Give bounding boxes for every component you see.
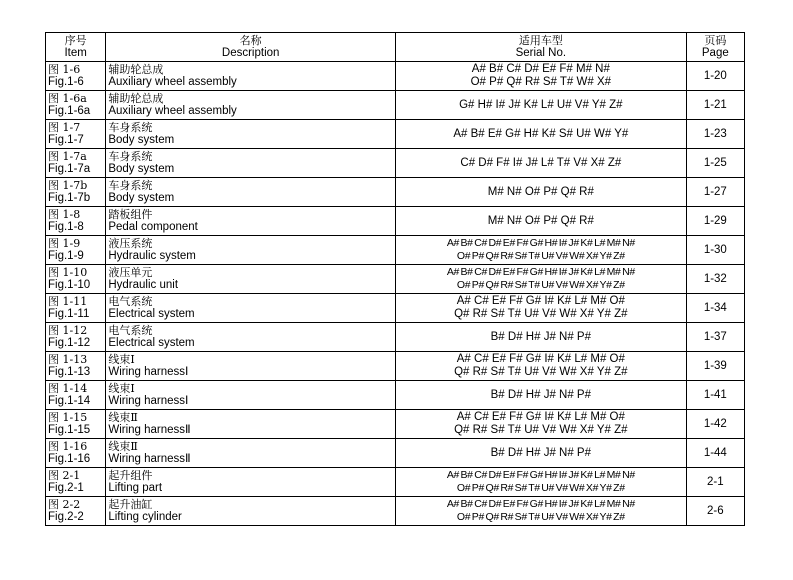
item-cell <box>46 62 106 91</box>
header-item-cn: 序号 <box>64 34 87 47</box>
serial-cell <box>396 294 687 323</box>
description-cn: 踏板组件 <box>108 208 153 221</box>
description-en: Electrical system <box>108 308 195 320</box>
description-en: Wiring harnessⅡ <box>108 453 191 465</box>
item-number-cn: 图 1-16 <box>48 440 88 453</box>
page-number: 1-23 <box>686 120 744 149</box>
item-number-cn: 图 1-13 <box>48 353 88 366</box>
description-cn: 起升组件 <box>108 469 153 482</box>
item-number-en: Fig.1-6 <box>48 76 84 88</box>
table-row <box>46 439 745 468</box>
description-cn: 车身系统 <box>108 179 153 192</box>
description-cn: 线束Ⅰ <box>108 382 135 395</box>
item-number-cn: 图 1-9 <box>48 237 81 250</box>
table-row <box>46 236 745 265</box>
description-en: Body system <box>108 192 175 204</box>
page-number: 1-42 <box>686 410 744 439</box>
description-en: Auxiliary wheel assembly <box>108 76 237 88</box>
description-en: Wiring harnessⅡ <box>108 424 191 436</box>
item-number-cn: 图 1-8 <box>48 208 81 221</box>
item-cell <box>46 120 106 149</box>
description-cell <box>106 236 396 265</box>
page-number: 1-21 <box>686 91 744 120</box>
table-header-row <box>46 33 745 62</box>
table-row <box>46 91 745 120</box>
page-number: 1-20 <box>686 62 744 91</box>
table-row <box>46 178 745 207</box>
table-row <box>46 410 745 439</box>
serial-line: Q# R# S# T# U# V# W# X# Y# Z# <box>454 366 628 378</box>
header-item-en: Item <box>64 47 87 59</box>
item-number-en: Fig.2-2 <box>48 511 84 523</box>
item-cell <box>46 352 106 381</box>
serial-line: A# C# E# F# G# I# K# L# M# O# <box>456 411 625 423</box>
description-cell <box>106 323 396 352</box>
item-cell <box>46 439 106 468</box>
serial-line: A# C# E# F# G# I# K# L# M# O# <box>456 353 625 365</box>
item-number-en: Fig.1-7b <box>48 192 91 204</box>
description-cell <box>106 265 396 294</box>
page-number: 2-6 <box>686 497 744 526</box>
page-number: 1-44 <box>686 439 744 468</box>
description-cell <box>106 410 396 439</box>
description-cell <box>106 178 396 207</box>
page-number: 1-25 <box>686 149 744 178</box>
description-cn: 辅助轮总成 <box>108 92 164 105</box>
serial-line: Q# R# S# T# U# V# W# X# Y# Z# <box>454 308 628 320</box>
item-number-cn: 图 1-15 <box>48 411 88 424</box>
header-serial <box>396 33 687 62</box>
item-number-en: Fig.1-14 <box>48 395 91 407</box>
description-en: Wiring harnessⅠ <box>108 366 189 378</box>
item-number-cn: 图 1-11 <box>48 295 88 308</box>
header-page-en: Page <box>701 47 729 59</box>
description-cn: 车身系统 <box>108 150 153 163</box>
page-number: 1-30 <box>686 236 744 265</box>
serial-cell <box>396 439 687 468</box>
item-cell <box>46 410 106 439</box>
item-cell <box>46 381 106 410</box>
table-row <box>46 294 745 323</box>
serial-cell <box>396 468 687 497</box>
description-en: Wiring harnessⅠ <box>108 395 189 407</box>
description-cell <box>106 62 396 91</box>
serial-cell <box>396 62 687 91</box>
page-number: 1-32 <box>686 265 744 294</box>
serial-line: Q# R# S# T# U# V# W# X# Y# Z# <box>454 424 628 436</box>
serial-cell <box>396 91 687 120</box>
serial-line: A# B# E# G# H# K# S# U# W# Y# <box>453 127 629 140</box>
serial-line: C# D# F# I# J# L# T# V# X# Z# <box>460 156 622 169</box>
page-number: 2-1 <box>686 468 744 497</box>
serial-line: M# N# O# P# Q# R# <box>487 185 594 198</box>
serial-cell <box>396 207 687 236</box>
description-cell <box>106 352 396 381</box>
item-cell <box>46 91 106 120</box>
item-cell <box>46 323 106 352</box>
serial-line: O# P# Q# R# S# T# U# V# W# X# Y# Z# <box>456 279 625 291</box>
header-description-cn: 名称 <box>239 34 262 47</box>
item-number-cn: 图 1-6 <box>48 63 81 76</box>
description-cell <box>106 294 396 323</box>
item-number-cn: 图 1-10 <box>48 266 88 279</box>
serial-cell <box>396 265 687 294</box>
page-number: 1-29 <box>686 207 744 236</box>
description-cn: 车身系统 <box>108 121 153 134</box>
table-row <box>46 62 745 91</box>
serial-cell <box>396 120 687 149</box>
description-en: Auxiliary wheel assembly <box>108 105 237 117</box>
description-en: Pedal component <box>108 221 198 233</box>
serial-line: G# H# I# J# K# L# U# V# Y# Z# <box>459 98 623 111</box>
page-number: 1-27 <box>686 178 744 207</box>
description-cn: 线束Ⅱ <box>108 411 138 424</box>
table-row <box>46 149 745 178</box>
item-cell <box>46 497 106 526</box>
description-cn: 液压单元 <box>108 266 153 279</box>
serial-cell <box>396 497 687 526</box>
description-en: Lifting cylinder <box>108 511 182 523</box>
item-cell <box>46 468 106 497</box>
page-number: 1-37 <box>686 323 744 352</box>
item-number-en: Fig.1-6a <box>48 105 91 117</box>
table-row <box>46 468 745 497</box>
serial-line: O# P# Q# R# S# T# U# V# W# X# Y# Z# <box>456 511 625 523</box>
page-number: 1-41 <box>686 381 744 410</box>
description-cell <box>106 381 396 410</box>
description-en: Lifting part <box>108 482 163 494</box>
header-serial-cn: 适用车型 <box>518 34 563 47</box>
header-page-cn: 页码 <box>704 34 727 47</box>
table-row <box>46 497 745 526</box>
header-page <box>686 33 744 62</box>
item-number-en: Fig.1-12 <box>48 337 91 349</box>
item-number-cn: 图 1-7 <box>48 121 81 134</box>
item-number-en: Fig.1-13 <box>48 366 91 378</box>
serial-line: A# B# C# D# E# F# G# H# I# J# K# L# M# N# <box>446 469 635 481</box>
description-en: Body system <box>108 134 175 146</box>
serial-line: O# P# Q# R# S# T# W# X# <box>470 76 612 88</box>
item-cell <box>46 149 106 178</box>
serial-cell <box>396 323 687 352</box>
item-number-cn: 图 1-7a <box>48 150 87 163</box>
table-row <box>46 207 745 236</box>
header-serial-en: Serial No. <box>515 47 567 59</box>
serial-line: A# B# C# D# E# F# G# H# I# J# K# L# M# N# <box>446 498 635 510</box>
description-cell <box>106 149 396 178</box>
item-number-en: Fig.1-9 <box>48 250 84 262</box>
item-number-en: Fig.1-7a <box>48 163 91 175</box>
description-cn: 线束Ⅰ <box>108 353 135 366</box>
description-cn: 电气系统 <box>108 324 153 337</box>
serial-cell <box>396 178 687 207</box>
item-number-en: Fig.1-7 <box>48 134 84 146</box>
table-row <box>46 381 745 410</box>
description-cn: 辅助轮总成 <box>108 63 164 76</box>
header-description-en: Description <box>221 47 280 59</box>
item-cell <box>46 178 106 207</box>
description-cell <box>106 91 396 120</box>
item-number-en: Fig.1-15 <box>48 424 91 436</box>
description-cell <box>106 207 396 236</box>
table-row <box>46 323 745 352</box>
item-number-cn: 图 1-7b <box>48 179 88 192</box>
item-number-en: Fig.1-8 <box>48 221 84 233</box>
parts-index-table <box>45 32 745 526</box>
description-en: Hydraulic system <box>108 250 196 262</box>
description-cn: 电气系统 <box>108 295 153 308</box>
serial-line: B# D# H# J# N# P# <box>490 330 591 343</box>
table-row <box>46 120 745 149</box>
serial-cell <box>396 410 687 439</box>
description-en: Hydraulic unit <box>108 279 179 291</box>
serial-line: B# D# H# J# N# P# <box>490 446 591 459</box>
item-number-cn: 图 2-1 <box>48 469 81 482</box>
item-cell <box>46 236 106 265</box>
description-cn: 线束Ⅱ <box>108 440 138 453</box>
serial-line: O# P# Q# R# S# T# U# V# W# X# Y# Z# <box>456 250 625 262</box>
item-number-en: Fig.2-1 <box>48 482 84 494</box>
item-cell <box>46 207 106 236</box>
page-number: 1-39 <box>686 352 744 381</box>
header-description <box>106 33 396 62</box>
serial-line: A# B# C# D# E# F# M# N# <box>471 63 610 75</box>
table-row <box>46 265 745 294</box>
item-number-en: Fig.1-10 <box>48 279 91 291</box>
page-number: 1-34 <box>686 294 744 323</box>
serial-line: A# C# E# F# G# I# K# L# M# O# <box>456 295 625 307</box>
item-number-en: Fig.1-11 <box>48 308 90 320</box>
description-cn: 起升油缸 <box>108 498 153 511</box>
description-en: Body system <box>108 163 175 175</box>
table-row <box>46 352 745 381</box>
item-cell <box>46 265 106 294</box>
serial-line: O# P# Q# R# S# T# U# V# W# X# Y# Z# <box>456 482 625 494</box>
item-number-cn: 图 1-14 <box>48 382 88 395</box>
table-body <box>46 62 745 526</box>
serial-line: M# N# O# P# Q# R# <box>487 214 594 227</box>
serial-cell <box>396 352 687 381</box>
serial-line: B# D# H# J# N# P# <box>490 388 591 401</box>
serial-cell <box>396 149 687 178</box>
item-number-cn: 图 1-12 <box>48 324 88 337</box>
serial-cell <box>396 381 687 410</box>
description-cell <box>106 468 396 497</box>
item-number-cn: 图 1-6a <box>48 92 87 105</box>
serial-line: A# B# C# D# E# F# G# H# I# J# K# L# M# N# <box>446 237 635 249</box>
item-cell <box>46 294 106 323</box>
item-number-en: Fig.1-16 <box>48 453 91 465</box>
item-number-cn: 图 2-2 <box>48 498 81 511</box>
serial-line: A# B# C# D# E# F# G# H# I# J# K# L# M# N# <box>446 266 635 278</box>
header-item <box>46 33 106 62</box>
description-cell <box>106 120 396 149</box>
description-cn: 液压系统 <box>108 237 153 250</box>
serial-cell <box>396 236 687 265</box>
description-en: Electrical system <box>108 337 195 349</box>
description-cell <box>106 497 396 526</box>
description-cell <box>106 439 396 468</box>
